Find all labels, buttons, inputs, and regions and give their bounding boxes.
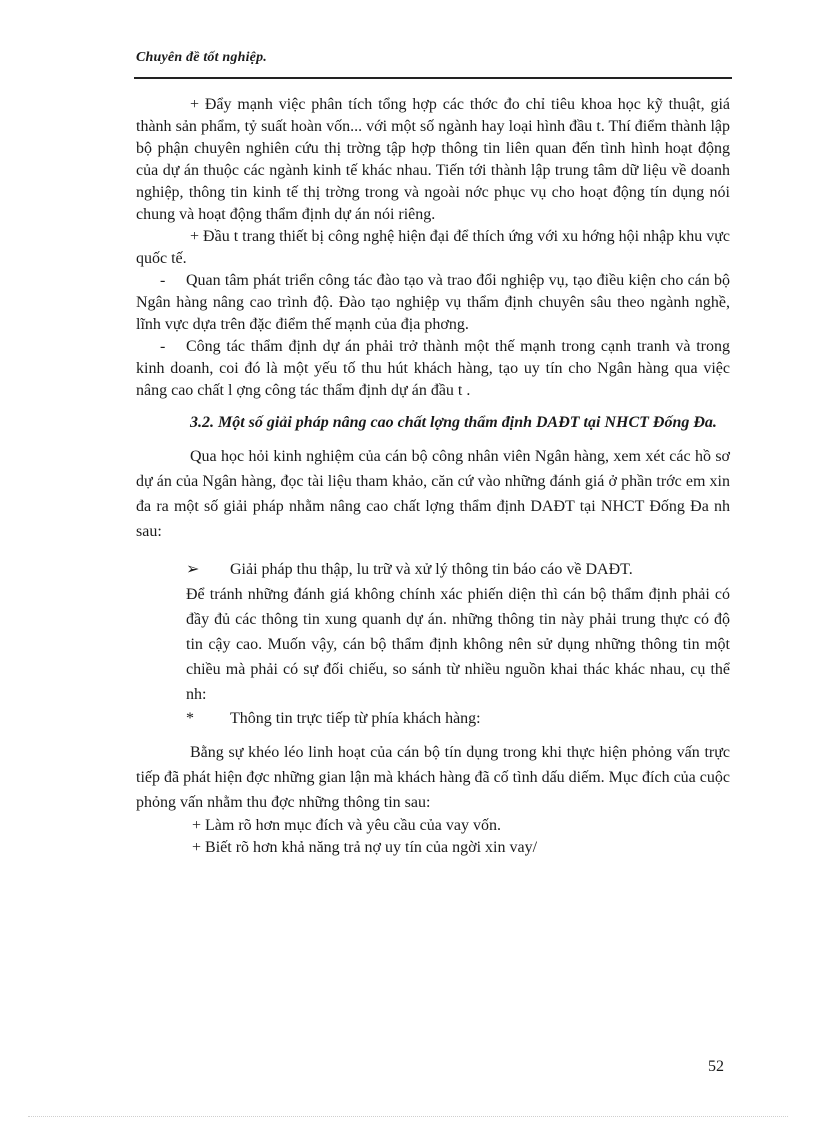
- body-paragraph: + Đầu t trang thiết bị công nghệ hiện đại để thích ứng với xu hớng hội nhập khu vực quốc tế.: [136, 228, 730, 267]
- footer-dotted-rule: [28, 1116, 788, 1117]
- header-rule: [134, 77, 732, 79]
- page-number: 52: [708, 1058, 724, 1075]
- asterisk-bullet-icon: *: [186, 710, 194, 727]
- running-header-title: Chuyên đề tốt nghiệp.: [136, 50, 267, 65]
- dash-marker: -: [160, 338, 166, 355]
- bullet-text: Giải pháp thu thập, lu trữ và xử lý thông tin báo cáo về DAĐT.: [230, 561, 633, 578]
- dash-list-item: [136, 270, 730, 336]
- plus-list-item: + Làm rõ hơn mục đích và yêu cầu của vay vốn.: [192, 817, 501, 834]
- body-paragraph: Bằng sự khéo léo linh hoạt của cán bộ tín dụng trong khi thực hiện phỏng vấn trực tiếp đã phát hiện đợc những gian lận mà khách hàng đã cố tình dấu diếm. Mục đích của cuộc phỏng vấn nhằm thu đợc những thông tin sau:: [136, 744, 730, 811]
- block-paragraph: Để tránh những đánh giá không chính xác phiến diện thì cán bộ thẩm định phải có đầy đủ các thông tin xung quanh dự án. những thông tin này phải trung thực có độ tin cậy cao. Muốn vậy, cán bộ thẩm định không nên sử dụng những thông tin một chiều mà phải có sự đối chiếu, so sánh từ nhiều nguồn khai thác khác nhau, cụ thể nh:: [186, 586, 730, 703]
- bullet-text: Thông tin trực tiếp từ phía khách hàng:: [230, 710, 481, 727]
- body-paragraph: + Đẩy mạnh việc phân tích tổng hợp các thớc đo chỉ tiêu khoa học kỹ thuật, giá thành sản phẩm, tỷ suất hoàn vốn... với một số ngành hay loại hình đầu t. Thí điểm thành lập bộ phận chuyên nghiên cứu thị trờng tập hợp thông tin liên quan đến tình hình hoạt động của dự án thuộc các ngành kinh tế khác nhau. Tiến tới thành lập trung tâm dữ liệu về doanh nghiệp, thông tin kinh tế thị trờng trong và ngoài nớc phục vụ cho hoạt động tín dụng nói chung và hoạt động thẩm định dự án nói riêng.: [136, 96, 730, 223]
- dash-list-item: [136, 336, 730, 402]
- body-paragraph: Qua học hỏi kinh nghiệm của cán bộ công nhân viên Ngân hàng, xem xét các hồ sơ dự án của Ngân hàng, đọc tài liệu tham khảo, căn cứ vào những đánh giá ở phần trớc em xin đa ra một số giải pháp nhằm nâng cao chất lợng thẩm định DAĐT tại NHCT Đống Đa nh sau:: [136, 448, 730, 540]
- plus-list-item: + Biết rõ hơn khả năng trả nợ uy tín của ngời xin vay/: [192, 839, 538, 856]
- page-body: [136, 94, 730, 859]
- arrow-bullet-item: [186, 558, 730, 582]
- section-heading: 3.2. Một số giải pháp nâng cao chất lợng thẩm định DAĐT tại NHCT Đống Đa.: [190, 414, 717, 431]
- arrow-bullet-icon: ➢: [186, 561, 200, 578]
- solution-block: [186, 558, 730, 731]
- dash-item-text: Quan tâm phát triển công tác đào tạo và trao đổi nghiệp vụ, tạo điều kiện cho cán bộ Ngân hàng nâng cao trình độ. Đào tạo nghiệp vụ thẩm định chuyên sâu theo ngành nghề, lĩnh vực dựa trên đặc điểm thế mạnh của địa phơng.: [136, 272, 730, 333]
- dash-item-text: Công tác thẩm định dự án phải trở thành một thế mạnh trong cạnh tranh và trong kinh doanh, coi đó là một yếu tố thu hút khách hàng, tạo uy tín cho Ngân hàng qua việc nâng cao chất l ợng công tác thẩm định dự án đầu t .: [136, 338, 730, 399]
- asterisk-bullet-item: [186, 707, 730, 731]
- dash-marker: -: [160, 272, 166, 289]
